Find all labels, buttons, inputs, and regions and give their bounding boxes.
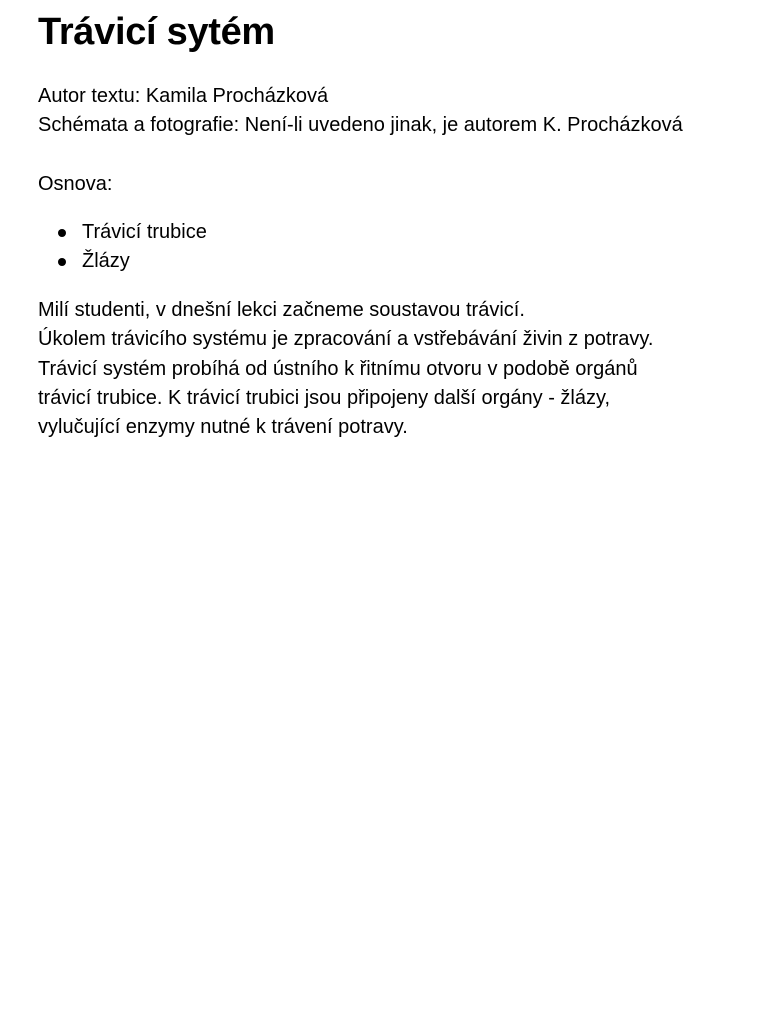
outline-list xyxy=(38,218,738,276)
bullet-icon xyxy=(58,258,66,266)
intro-line: vylučující enzymy nutné k trávení potravy. xyxy=(38,416,408,439)
document-page xyxy=(38,0,738,442)
outline-item-label: Žlázy xyxy=(82,250,130,272)
intro-paragraph xyxy=(38,296,738,442)
document-meta xyxy=(38,82,738,140)
intro-line: Trávicí systém probíhá od ústního k řitnímu otvoru v podobě orgánů xyxy=(38,357,638,380)
intro-line: Milí studenti, v dnešní lekci začneme soustavou trávicí. xyxy=(38,299,525,321)
intro-line: Úkolem trávicího systému je zpracování a vstřebávání živin z potravy. xyxy=(38,328,654,351)
outline-item xyxy=(82,247,738,276)
bullet-icon xyxy=(58,229,66,237)
outline-item xyxy=(82,218,738,247)
author-line: Autor textu: Kamila Procházková xyxy=(38,85,329,107)
page-title: Trávicí sytém xyxy=(38,11,275,53)
outline-item-label: Trávicí trubice xyxy=(82,221,207,243)
images-credit-line: Schémata a fotografie: Není-li uvedeno jinak, je autorem K. Procházková xyxy=(38,114,683,136)
intro-line: trávicí trubice. K trávicí trubici jsou připojeny další orgány - žlázy, xyxy=(38,386,611,409)
outline-label: Osnova: xyxy=(38,173,113,195)
